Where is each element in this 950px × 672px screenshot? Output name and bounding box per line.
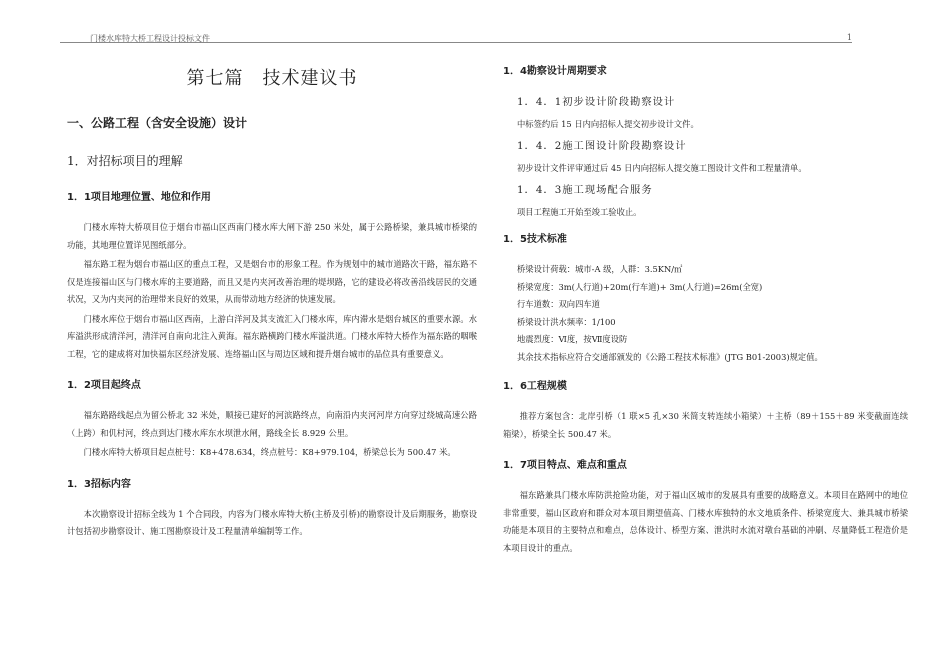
- right-column: [503, 62, 908, 559]
- text-1-4-3: 项目工程施工开始至竣工验收止。: [517, 207, 642, 217]
- heading-1-6: 1．6工程规模: [503, 381, 567, 392]
- heading-1-1: 1．1项目地理位置、地位和作用: [67, 192, 211, 203]
- paragraph-1-1-c: 门楼水库位于烟台市福山区西南，上游白洋河及其支流汇入门楼水库，库内滞水是烟台城区的重要水源。水库溢洪形成清洋河，清洋河自南向北注入黄海。福东路横跨门楼水库溢洪道。门楼水库特大桥作为福东路的咽喉工程，它的建成将对加快福东区经济发展、连络福山区与周边区域和提升烟台城市的品位具有重要意义。: [67, 313, 477, 359]
- left-column: [67, 62, 477, 543]
- heading-1-4: 1．4勘察设计周期要求: [503, 66, 607, 77]
- paragraph-1-3-a: 本次勘察设计招标全线为 1 个合同段，内容为门楼水库特大桥(主桥及引桥)的勘察设计及后期服务，勘察设计包括初步勘察设计、施工图勘察设计及工程量清单编制等工作。: [67, 508, 477, 536]
- standard-item: 其余技术指标应符合交通部颁发的《公路工程技术标准》(JTG B01-2003)规定值。: [517, 351, 823, 362]
- paragraph-1-2-a: 福东路路线起点为留公桥北 32 米处，顺接已建好的河滨路终点，向南沿内夹河河岸方向穿过绕城高速公路（上跨）和仉村河，终点到达门楼水库东水坝泄水闸，路线全长 8.929 公里。: [67, 410, 477, 438]
- paragraph-1-2-b: 门楼水库特大桥项目起点桩号：K8+478.634，终点桩号：K8+979.104，桥梁总长为 500.47 米。: [83, 447, 456, 457]
- standard-item: 桥梁宽度：3m(人行道)+20m(行车道)+ 3m(人行道)=26m(全宽): [517, 281, 763, 292]
- heading-1-3: 1．3招标内容: [67, 478, 131, 490]
- heading-1-2: 1．2项目起终点: [67, 380, 141, 391]
- header-document-title: 门楼水库特大桥工程设计投标文件: [90, 34, 210, 43]
- standard-item: 地震烈度：Ⅵ度，按Ⅶ度设防: [517, 334, 628, 344]
- heading-1-5: 1．5技术标准: [503, 234, 567, 245]
- heading-1-4-2: 1．4．2施工图设计阶段勘察设计: [517, 140, 687, 152]
- heading-1-7: 1．7项目特点、难点和重点: [503, 460, 627, 471]
- chapter-heading: 1．对招标项目的理解: [67, 154, 183, 168]
- heading-1-4-1: 1．4．1初步设计阶段勘察设计: [517, 96, 676, 108]
- paragraph-1-6: 推荐方案包含：北岸引桥（1 联×5 孔×30 米简支转连续小箱梁）＋主桥（89＋155＋89 米变截面连续箱梁），桥梁全长 500.47 米。: [503, 411, 908, 439]
- standard-item: 桥梁设计洪水频率：1/100: [517, 316, 616, 327]
- paragraph-1-7: 福东路兼具门楼水库防洪抢险功能，对于福山区城市的发展具有重要的战略意义。本项目在路网中的地位非常重要，福山区政府和群众对本项目期望值高、门楼水库独特的水文地质条件、桥梁宽度大、兼具城市桥梁功能是本项目的主要特点和难点，总体设计、桥型方案、泄洪时水流对墩台基础的冲刷、尽量降低工程造价是本项目设计的重点。: [503, 490, 908, 553]
- section-heading: 一、公路工程（含安全设施）设计: [67, 116, 248, 130]
- text-1-4-1: 中标签约后 15 日内向招标人提交初步设计文件。: [517, 119, 699, 129]
- page-header: [60, 0, 852, 43]
- standard-item: 行车道数：双向四车道: [517, 299, 600, 309]
- paragraph-1-1-b: 福东路工程为烟台市福山区的重点工程，又是烟台市的形象工程。作为规划中的城市道路次干路，福东路不仅是连接福山区与门楼水库的主要道路，而且又是内夹河改善治理的堤坝路，它的建设必将改善沿线居民的交通状况，又为内夹河的治理带来良好的效果，从而带动地方经济的快速发展。: [67, 259, 477, 304]
- paragraph-1-1-a: 门楼水库特大桥项目位于烟台市福山区西南门楼水库大闸下游 250 米处，属于公路桥梁，兼具城市桥梁的功能，其地理位置详见图纸部分。: [67, 222, 477, 250]
- heading-1-4-3: 1．4．3施工现场配合服务: [517, 184, 653, 196]
- text-1-4-2: 初步设计文件评审通过后 45 日内向招标人提交施工图设计文件和工程量清单。: [517, 163, 807, 173]
- part-title: 第七篇 技术建议书: [186, 68, 358, 89]
- header-page-number: 1: [846, 33, 852, 42]
- standard-item: 桥梁设计荷载：城市-A 级，人群：3.5KN/㎡: [517, 264, 683, 274]
